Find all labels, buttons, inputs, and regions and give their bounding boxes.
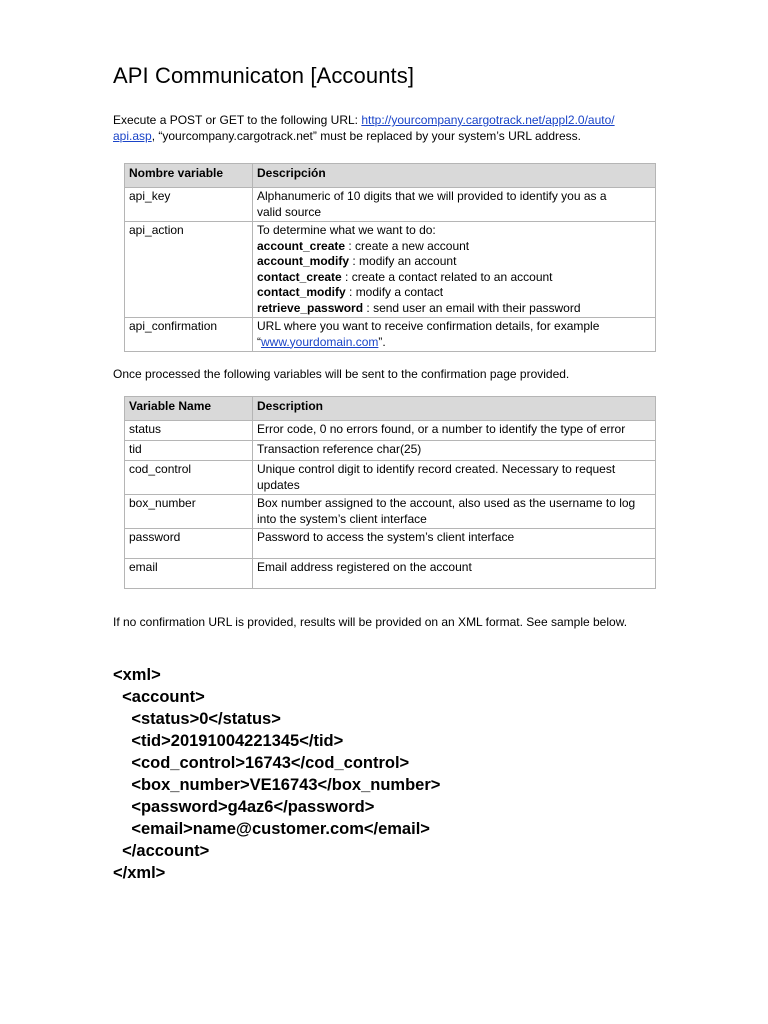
description-line: valid source: [257, 204, 322, 219]
action-name: contact_modify: [257, 285, 346, 299]
intro-paragraph: [113, 112, 653, 144]
variable-name-cell: status: [125, 421, 253, 441]
xml-sample: [113, 664, 440, 884]
action-name: retrieve_password: [257, 300, 364, 315]
variable-description-cell: [253, 222, 656, 318]
xml-line: <box_number>VE16743</box_number>: [113, 776, 441, 794]
table-header-row: [125, 397, 656, 421]
action-description: : create a contact related to an account: [341, 269, 553, 284]
description-line: URL where you want to receive confirmation details, for example: [257, 319, 600, 333]
table-row: [125, 559, 656, 589]
api-url-line1: http://yourcompany.cargotrack.net/appl2.0/auto/: [361, 113, 615, 127]
table-row: [125, 421, 656, 441]
table-row: [125, 222, 656, 318]
description-line: Alphanumeric of 10 digits that we will provided to identify you as a: [257, 189, 607, 203]
processed-paragraph: Once processed the following variables will be sent to the confirmation page provided.: [113, 367, 570, 381]
intro-text-after: , “yourcompany.cargotrack.net” must be replaced by your system’s URL address.: [151, 129, 581, 143]
response-variables-table: [124, 396, 656, 589]
action-description: : modify a contact: [345, 285, 444, 299]
table-row: [125, 318, 656, 352]
action-name: contact_create: [257, 269, 342, 284]
xml-line: <password>g4az6</password>: [113, 798, 375, 816]
xml-intro-paragraph: If no confirmation URL is provided, results will be provided on an XML format. See sample below.: [113, 615, 628, 629]
table-row: [125, 495, 656, 529]
table-row: [125, 461, 656, 495]
xml-line: </xml>: [113, 864, 166, 882]
xml-line: <tid>20191004221345</tid>: [113, 732, 344, 750]
variable-description-cell: Box number assigned to the account, also used as the username to log into the system’s client interface: [253, 495, 656, 529]
action-name: account_create: [257, 238, 346, 253]
column-header-description: Description: [253, 397, 656, 421]
variable-name-cell: box_number: [125, 495, 253, 529]
xml-line: <email>name@customer.com</email>: [113, 820, 430, 838]
action-name: account_modify: [257, 254, 350, 268]
column-header-variable: Variable Name: [125, 397, 253, 421]
xml-line: <xml>: [113, 666, 161, 684]
variable-description-cell: Email address registered on the account: [253, 559, 656, 589]
action-description: : modify an account: [349, 254, 457, 268]
variable-description-cell: [253, 318, 656, 352]
table-row: [125, 188, 656, 222]
column-header-description: Descripción: [253, 164, 656, 188]
variable-description-cell: Error code, 0 no errors found, or a number to identify the type of error: [253, 421, 656, 441]
table-row: [125, 529, 656, 559]
xml-line: </account>: [113, 842, 210, 860]
quote-open: “: [257, 334, 261, 349]
xml-line: <status>0</status>: [113, 710, 281, 728]
action-description: : send user an email with their password: [363, 300, 581, 315]
column-header-variable: Nombre variable: [125, 164, 253, 188]
variable-name-cell: api_action: [125, 222, 253, 318]
variable-name-cell: email: [125, 559, 253, 589]
description-intro: To determine what we want to do:: [257, 223, 436, 237]
quote-close: ”.: [378, 334, 386, 349]
variable-name-cell: api_confirmation: [125, 318, 253, 352]
variable-description-cell: Unique control digit to identify record created. Necessary to request updates: [253, 461, 656, 495]
xml-line: <account>: [113, 688, 205, 706]
variable-name-cell: tid: [125, 441, 253, 461]
page-title: API Communicaton [Accounts]: [113, 63, 415, 88]
xml-line: <cod_control>16743</cod_control>: [113, 754, 410, 772]
variable-description-cell: Transaction reference char(25): [253, 441, 656, 461]
variable-name-cell: api_key: [125, 188, 253, 222]
variable-description-cell: Password to access the system’s client interface: [253, 529, 656, 559]
table-header-row: [125, 164, 656, 188]
variable-description-cell: [253, 188, 656, 222]
api-url-line2: api.asp: [113, 129, 152, 143]
action-description: : create a new account: [345, 238, 470, 253]
request-variables-table: [124, 163, 656, 352]
variable-name-cell: cod_control: [125, 461, 253, 495]
domain-example-link[interactable]: www.yourdomain.com: [261, 334, 379, 349]
variable-name-cell: password: [125, 529, 253, 559]
table-row: [125, 441, 656, 461]
intro-text-before: Execute a POST or GET to the following URL:: [113, 113, 362, 127]
